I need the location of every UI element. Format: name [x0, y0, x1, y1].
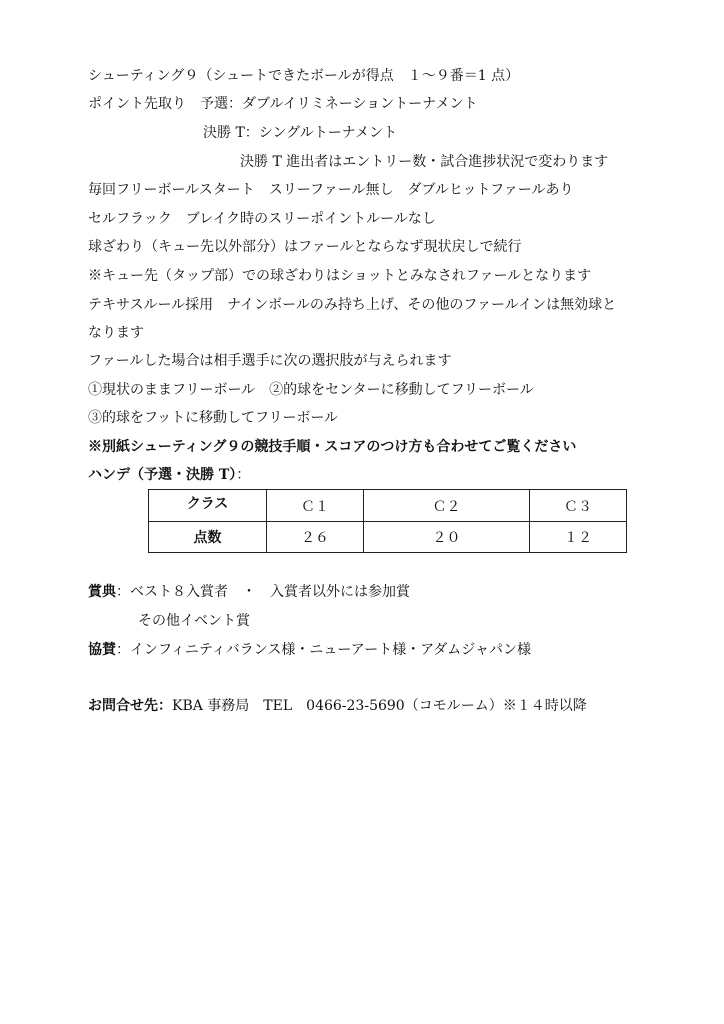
contact-colon: ： [158, 698, 172, 714]
contact-text: KBA 事務局 TEL 0466-23-5690（コモルーム）※１４時以降 [172, 698, 587, 714]
table-row-points [149, 522, 627, 553]
rule-see-attachment: ※別紙シューティング９の競技手順・スコアのつけ方も合わせてご覧ください [88, 439, 577, 455]
prize-label: 賞典 [88, 584, 116, 600]
contact-line [88, 696, 587, 716]
prize-colon: ： [116, 584, 130, 600]
prize-line [88, 582, 410, 602]
rule-self-rack: セルフラック ブレイク時のスリーポイントルールなし [88, 211, 436, 227]
contact-label: お問合せ先 [88, 698, 158, 714]
rule-free-ball: 毎回フリーボールスタート スリーファール無し ダブルヒットファールあり [88, 182, 574, 198]
sponsor-line [88, 640, 531, 660]
prize-other: その他イベント賞 [138, 613, 250, 629]
table-header-c1: Ｃ１ [267, 490, 364, 522]
rule-foul-options: ファールした場合は相手選手に次の選択肢が与えられます [88, 353, 452, 369]
rule-texas: テキサスルール採用 ナインボールのみ持ち上げ、その他のファールインは無効球と [88, 297, 617, 313]
handicap-colon: ： [236, 467, 251, 483]
table-cell-c2-points: ２０ [364, 522, 530, 553]
prize-text: ベスト８入賞者 ・ 入賞者以外には参加賞 [130, 584, 410, 600]
sponsor-label: 協賛 [88, 642, 116, 658]
table-cell-points-label: 点数 [149, 522, 267, 553]
rule-final-tournament: 決勝 T：シングルトーナメント [203, 125, 398, 141]
handicap-table [148, 489, 627, 553]
table-header-c3: Ｃ３ [530, 490, 627, 522]
rule-option-1-2: ①現状のままフリーボール ②的球をセンターに移動してフリーボール [88, 382, 534, 398]
handicap-heading [88, 465, 250, 485]
rule-tip-touch: ※キュー先（タップ部）での球ざわりはショットとみなされファールとなります [88, 268, 592, 284]
table-row-header [149, 490, 627, 522]
sponsor-colon: ： [116, 642, 130, 658]
table-header-class: クラス [149, 490, 267, 522]
sponsor-text: インフィニティバランス様・ニューアート様・アダムジャパン様 [130, 642, 531, 658]
rule-option-3: ③的球をフットに移動してフリーボール [88, 410, 339, 426]
table-cell-c3-points: １２ [530, 522, 627, 553]
rule-ball-touch: 球ざわり（キュー先以外部分）はファールとならなず現状戻しで続行 [88, 239, 522, 255]
rule-final-qualifiers: 決勝 T 進出者はエントリー数・試合進捗状況で変わります [240, 154, 609, 170]
handicap-label: ハンデ（予選・決勝 T） [88, 467, 237, 483]
table-header-c2: Ｃ２ [364, 490, 530, 522]
rule-point-first: ポイント先取り 予選：ダブルイリミネーショントーナメント [88, 96, 478, 112]
table-cell-c1-points: ２６ [267, 522, 364, 553]
rule-shooting9: シューティング９（シュートできたボールが得点 １～９番＝1 点） [88, 68, 520, 84]
rule-texas-cont: なります [88, 325, 144, 341]
